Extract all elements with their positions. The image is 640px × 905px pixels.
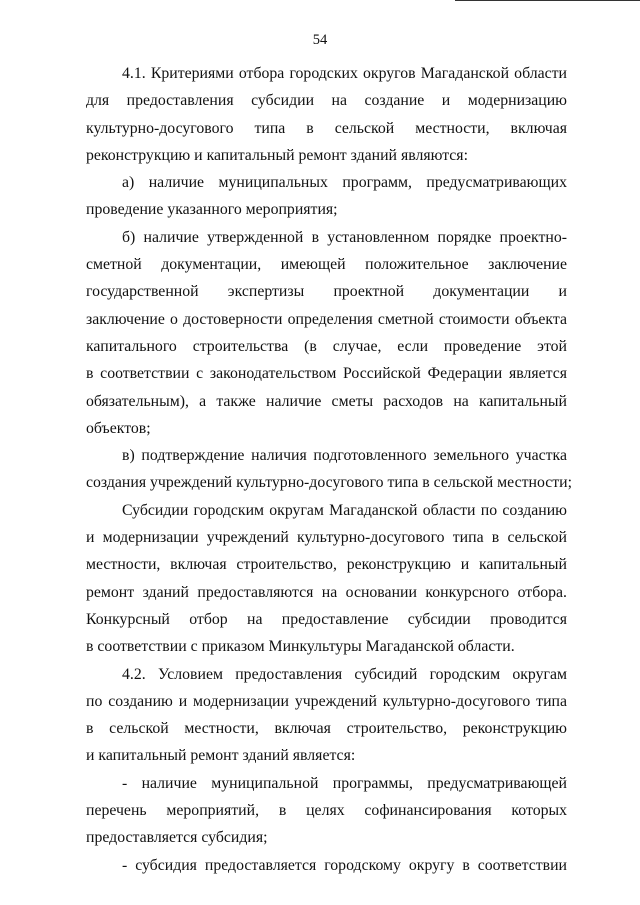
text-line: и модернизации учреждений культурно-досугового типа в сельской	[86, 529, 567, 547]
text-line: для предоставления субсидии на создание и модернизацию	[86, 92, 567, 110]
text-line: Конкурсный отбор на предоставление субсидии проводится	[86, 610, 567, 628]
text-line: по созданию и модернизации учреждений культурно-досугового типа	[86, 692, 567, 710]
text-line: местности, включая строительство, реконструкцию и капитальный	[86, 556, 567, 574]
text-line: реконструкцию и капитальный ремонт зданий являются:	[86, 146, 468, 164]
document-body	[86, 60, 572, 879]
text-line: предоставляется субсидия;	[86, 829, 268, 847]
text-line: в соответствии с приказом Минкультуры Магаданской области.	[86, 638, 515, 656]
text-line: объектов;	[86, 419, 151, 437]
text-line: сметной документации, имеющей положительное заключение	[86, 256, 567, 274]
text-line: капитального строительства (в случае, если проведение этой	[86, 337, 567, 355]
text-line: в) подтверждение наличия подготовленного земельного участка	[122, 447, 567, 465]
text-line: обязательным), а также наличие сметы расходов на капитальный	[86, 392, 567, 410]
text-line: перечень мероприятий, в целях софинансирования которых	[86, 802, 567, 820]
text-line: в сельской местности, включая строительство, реконструкцию	[86, 720, 567, 738]
page-number: 54	[312, 32, 328, 48]
text-line: культурно-досугового типа в сельской местности, включая	[86, 119, 567, 137]
text-line: ремонт зданий предоставляются на основании конкурсного отбора.	[86, 583, 567, 601]
top-edge-rule	[455, 0, 640, 1]
text-line: 4.1. Критериями отбора городских округов Магаданской области	[122, 65, 567, 82]
text-line: заключение о достоверности определения сметной стоимости объекта	[86, 310, 567, 328]
text-line: создания учреждений культурно-досугового типа в сельской местности;	[86, 474, 572, 492]
text-line: 4.2. Условием предоставления субсидий городским округам	[122, 665, 567, 683]
text-line: - наличие муниципальной программы, предусматривающей	[122, 774, 567, 792]
text-line: проведение указанного мероприятия;	[86, 201, 338, 219]
text-line: б) наличие утвержденной в установленном порядке проектно-	[122, 228, 567, 246]
text-line: а) наличие муниципальных программ, предусматривающих	[122, 174, 567, 192]
text-line: в соответствии с законодательством Российской Федерации является	[86, 365, 567, 383]
text-line: государственной экспертизы проектной документации и	[86, 283, 567, 301]
text-line: - субсидия предоставляется городскому округу в соответствии	[122, 856, 567, 874]
text-line: и капитальный ремонт зданий является:	[86, 747, 356, 765]
text-line: Субсидии городским округам Магаданской области по созданию	[122, 501, 567, 519]
